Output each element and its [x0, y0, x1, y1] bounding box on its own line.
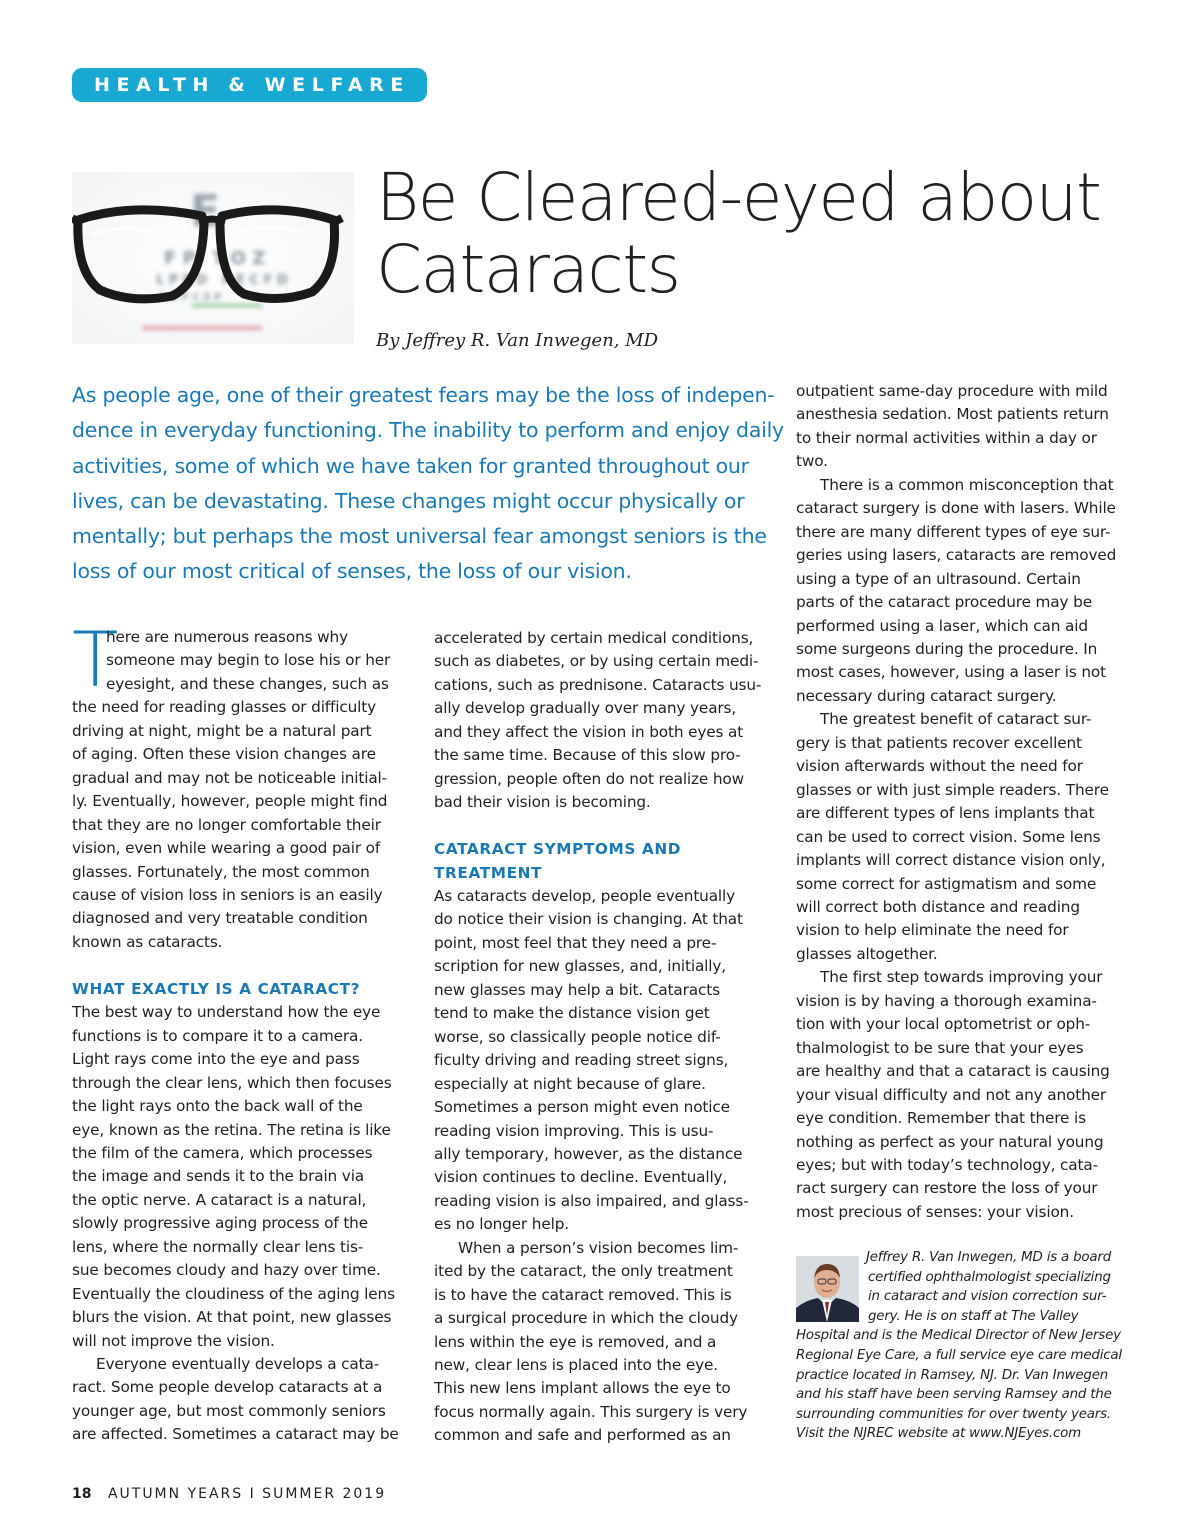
paragraph-line: Sometimes a person might even notice: [434, 1098, 730, 1117]
paragraph-line: point, most feel that they need a pre-: [434, 933, 717, 952]
paragraph-line: cations, such as prednisone. Cataracts usu-: [434, 675, 762, 694]
page-footer: [72, 1486, 386, 1502]
paragraph-line: es no longer help.: [434, 1215, 569, 1234]
paragraph-line: ly. Eventually, however, people might find: [72, 792, 388, 811]
lead-line: activities, some of which we have taken for granted throughout our: [72, 453, 749, 478]
paragraph-line: there are many different types of eye sur-: [796, 522, 1111, 541]
paragraph-line: are different types of lens implants that: [796, 804, 1095, 823]
title-line: Be Cleared-eyed about: [376, 159, 1101, 236]
svg-text:T O Z: T O Z: [212, 248, 266, 269]
section-heading: CATARACT SYMPTOMS AND: [434, 840, 682, 859]
bio-line: Regional Eye Care, a full service eye care medical: [796, 1347, 1122, 1363]
lead-line: mentally; but perhaps the most universal fear amongst seniors is the: [72, 524, 767, 549]
paragraph-line: When a person’s vision becomes lim-: [458, 1238, 739, 1257]
paragraph-line: glasses altogether.: [796, 944, 938, 963]
paragraph-line: the same time. Because of this slow pro-: [434, 746, 741, 765]
lead-line: lives, can be devastating. These changes might occur physically or: [72, 488, 745, 513]
paragraph-line: especially at night because of glare.: [434, 1074, 706, 1093]
paragraph-line: ract. Some people develop cataracts at a: [72, 1378, 383, 1397]
eyeglasses-eye-chart-image: [72, 172, 354, 344]
paragraph-line: bad their vision is becoming.: [434, 793, 651, 812]
paragraph-line: new, clear lens is placed into the eye.: [434, 1356, 718, 1375]
paragraph-line: the optic nerve. A cataract is a natural,: [72, 1190, 367, 1209]
paragraph-line: here are numerous reasons why: [106, 628, 348, 646]
svg-text:F P: F P: [164, 248, 196, 269]
column-1: [72, 626, 412, 1447]
paragraph-line: to their normal activities within a day or: [796, 428, 1097, 447]
paragraph-line: vision is by having a thorough examina-: [796, 991, 1097, 1010]
paragraph-line: Eventually the cloudiness of the aging lens: [72, 1284, 395, 1303]
paragraph-line: eyesight, and these changes, such as: [106, 674, 389, 693]
paragraph-line: the image and sends it to the brain via: [72, 1167, 365, 1186]
paragraph-line: anesthesia sedation. Most patients return: [796, 405, 1109, 424]
paragraph-line: sue becomes cloudy and hazy over time.: [72, 1261, 381, 1280]
paragraph-line: vision to help eliminate the need for: [796, 921, 1069, 940]
paragraph-line: performed using a laser, which can aid: [796, 616, 1088, 635]
svg-text:L P E D: L P E D: [156, 273, 208, 288]
paragraph-line: gradual and may not be noticeable initial-: [72, 768, 388, 787]
paragraph-line: eye condition. Remember that there is: [796, 1109, 1086, 1128]
byline: By Jeffrey R. Van Inwegen, MD: [376, 330, 659, 351]
title-line: Cataracts: [376, 231, 680, 308]
svg-text:E: E: [190, 186, 221, 237]
paragraph-line: that they are no longer comfortable their: [72, 815, 381, 834]
paragraph-line: someone may begin to lose his or her: [106, 651, 391, 670]
paragraph-line: implants will correct distance vision only,: [796, 851, 1106, 870]
paragraph-line: diagnosed and very treatable condition: [72, 909, 368, 928]
bio-line: certified ophthalmologist specializing: [868, 1269, 1111, 1285]
section-tag: HEALTH & WELFARE: [72, 68, 427, 102]
paragraph-line: younger age, but most commonly seniors: [72, 1401, 386, 1420]
paragraph-line: common and safe and performed as an: [434, 1426, 731, 1445]
paragraph-line: Everyone eventually develops a cata-: [96, 1355, 380, 1374]
paragraph-line: accelerated by certain medical conditions,: [434, 629, 754, 647]
paragraph-line: will not improve the vision.: [72, 1331, 275, 1350]
paragraph-line: lens within the eye is removed, and a: [434, 1332, 717, 1351]
paragraph-line: outpatient same-day procedure with mild: [796, 382, 1108, 400]
paragraph-line: slowly progressive aging process of the: [72, 1214, 368, 1233]
bio-line: gery. He is on staff at The Valley: [868, 1308, 1079, 1324]
paragraph-line: are healthy and that a cataract is causing: [796, 1062, 1110, 1081]
paragraph-line: necessary during cataract surgery.: [796, 686, 1057, 705]
paragraph-line: the need for reading glasses or difficulty: [72, 698, 377, 717]
paragraph-line: vision continues to decline. Eventually,: [434, 1168, 728, 1187]
paragraph-line: a surgical procedure in which the cloudy: [434, 1309, 738, 1328]
column-3: [796, 380, 1136, 1224]
paragraph-line: vision afterwards without the need for: [796, 757, 1083, 776]
paragraph-line: nothing as perfect as your natural young: [796, 1132, 1104, 1151]
paragraph-line: Light rays come into the eye and pass: [72, 1050, 360, 1069]
section-heading: WHAT EXACTLY IS A CATARACT?: [72, 979, 361, 998]
paragraph-line: two.: [796, 452, 828, 471]
page-number: 18: [72, 1486, 92, 1502]
paragraph-line: is to have the cataract removed. This is: [434, 1285, 732, 1304]
author-bio: [796, 1248, 1156, 1444]
paragraph-line: the light rays onto the back wall of the: [72, 1097, 363, 1116]
paragraph-line: ally temporary, however, as the distance: [434, 1144, 743, 1163]
paragraph-line: tend to make the distance vision get: [434, 1004, 710, 1023]
magazine-issue: AUTUMN YEARS I SUMMER 2019: [107, 1486, 387, 1502]
bio-line: Visit the NJREC website at www.NJEyes.com: [796, 1426, 1081, 1442]
bio-line: Jeffrey R. Van Inwegen, MD is a board: [866, 1250, 1112, 1265]
paragraph-line: geries using lasers, cataracts are removed: [796, 546, 1117, 565]
paragraph-line: cataract surgery is done with lasers. While: [796, 499, 1116, 518]
paragraph-line: through the clear lens, which then focuses: [72, 1073, 392, 1092]
paragraph-line: of aging. Often these vision changes are: [72, 745, 376, 764]
paragraph-line: some correct for astigmatism and some: [796, 874, 1097, 893]
paragraph-line: gression, people often do not realize how: [434, 769, 744, 788]
paragraph-line: ficulty driving and reading street signs,: [434, 1051, 729, 1070]
paragraph-line: eye, known as the retina. The retina is like: [72, 1120, 391, 1139]
paragraph-line: focus normally again. This surgery is very: [434, 1402, 748, 1421]
paragraph-line: ited by the cataract, the only treatment: [434, 1262, 733, 1281]
paragraph-line: parts of the cataract procedure may be: [796, 593, 1092, 612]
paragraph-line: ract surgery can restore the loss of your: [796, 1179, 1098, 1198]
paragraph-line: are affected. Sometimes a cataract may be: [72, 1425, 399, 1444]
paragraph-line: The best way to understand how the eye: [72, 1003, 381, 1022]
svg-text:P E C F D: P E C F D: [222, 273, 288, 288]
svg-text:E D F C Z P: E D F C Z P: [160, 292, 222, 303]
paragraph-line: thalmologist to be sure that your eyes: [796, 1038, 1084, 1057]
bio-line: Hospital and is the Medical Director of New Jersey: [796, 1328, 1121, 1344]
lead-line: As people age, one of their greatest fears may be the loss of indepen-: [72, 383, 775, 407]
paragraph-line: tion with your local optometrist or oph-: [796, 1015, 1091, 1034]
paragraph-line: reading vision is also impaired, and glass-: [434, 1191, 749, 1210]
paragraph-line: gery is that patients recover excellent: [796, 733, 1082, 752]
paragraph-line: new glasses may help a bit. Cataracts: [434, 980, 720, 999]
paragraph-line: cause of vision loss in seniors is an easily: [72, 885, 383, 904]
bio-line: surrounding communities for over twenty years.: [796, 1406, 1111, 1422]
bio-line: practice located in Ramsey, NJ. Dr. Van Inwegen: [796, 1367, 1109, 1383]
paragraph-line: reading vision improving. This is usu-: [434, 1121, 714, 1140]
paragraph-line: the film of the camera, which processes: [72, 1143, 373, 1162]
paragraph-line: known as cataracts.: [72, 932, 223, 951]
paragraph-line: using a type of an ultrasound. Certain: [796, 569, 1081, 588]
paragraph-line: most cases, however, using a laser is not: [796, 663, 1106, 682]
paragraph-line: glasses. Fortunately, the most common: [72, 862, 370, 881]
lead-paragraph: [72, 378, 784, 590]
paragraph-line: lens, where the normally clear lens tis-: [72, 1237, 364, 1256]
paragraph-line: This new lens implant allows the eye to: [434, 1379, 731, 1398]
paragraph-line: The first step towards improving your: [820, 968, 1103, 987]
paragraph-line: glasses or with just simple readers. There: [796, 780, 1109, 799]
lead-line: loss of our most critical of senses, the loss of our vision.: [72, 559, 632, 584]
drop-cap: T: [72, 615, 119, 704]
paragraph-line: some surgeons during the procedure. In: [796, 639, 1098, 658]
paragraph-line: do notice their vision is changing. At that: [434, 910, 743, 929]
paragraph-line: worse, so classically people notice dif-: [434, 1027, 721, 1046]
paragraph-line: blurs the vision. At that point, new glasses: [72, 1308, 392, 1327]
paragraph-line: your visual difficulty and not any another: [796, 1085, 1107, 1104]
paragraph-line: can be used to correct vision. Some lens: [796, 827, 1101, 846]
paragraph-line: and they affect the vision in both eyes at: [434, 722, 744, 741]
paragraph-line: As cataracts develop, people eventually: [434, 886, 736, 905]
paragraph-line: will correct both distance and reading: [796, 897, 1080, 916]
paragraph-line: ally develop gradually over many years,: [434, 699, 737, 718]
article-title: [376, 159, 1176, 308]
paragraph-line: The greatest benefit of cataract sur-: [820, 710, 1092, 729]
paragraph-line: scription for new glasses, and, initially,: [434, 957, 726, 976]
bio-line: and his staff have been serving Ramsey and the: [796, 1387, 1112, 1403]
paragraph-line: such as diabetes, or by using certain medi-: [434, 652, 759, 671]
column-2: [434, 627, 774, 1448]
paragraph-line: most precious of senses: your vision.: [796, 1202, 1074, 1221]
paragraph-line: driving at night, might be a natural part: [72, 721, 372, 740]
lead-line: dence in everyday functioning. The inability to perform and enjoy daily: [72, 418, 784, 443]
bio-line: in cataract and vision correction sur-: [868, 1289, 1107, 1305]
section-heading: TREATMENT: [434, 863, 543, 882]
paragraph-line: functions is to compare it to a camera.: [72, 1026, 363, 1045]
paragraph-line: vision, even while wearing a good pair of: [72, 839, 381, 858]
paragraph-line: eyes; but with today’s technology, cata-: [796, 1155, 1098, 1174]
paragraph-line: There is a common misconception that: [820, 475, 1114, 494]
